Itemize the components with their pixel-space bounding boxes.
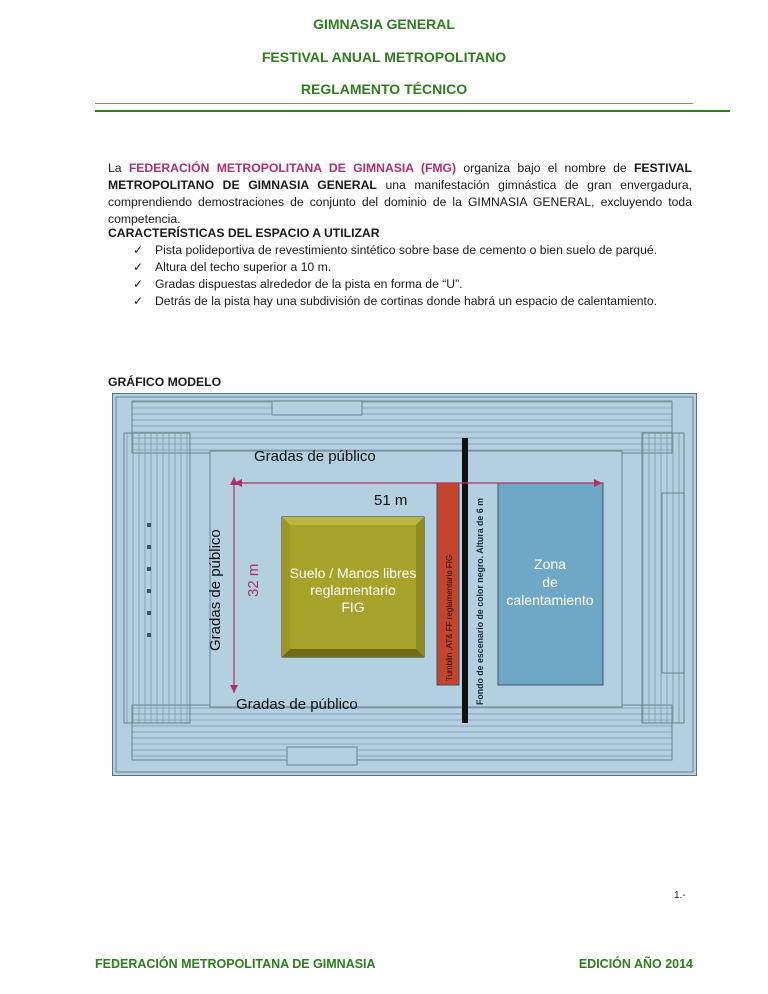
graphic-title: GRÁFICO MODELO: [108, 375, 222, 389]
intro-text-end: una manifestación gimnástica de gran envergadura, comprendiendo demostraciones de conjunto del dominio de la GIMNASIA GENERAL, excluyendo toda competencia.: [108, 178, 692, 227]
footer-edition: EDICIÓN AÑO 2014: [578, 957, 693, 971]
floor-label-line2: reglamentario: [310, 582, 396, 598]
height-label: 32 m: [245, 563, 262, 597]
header-divider-gray: [95, 103, 693, 104]
characteristics-list: [133, 242, 693, 310]
list-item-text: Altura del techo superior a 10 m.: [155, 260, 332, 274]
width-label: 51 m: [374, 492, 408, 509]
list-item-text: Detrás de la pista hay una subdivisión de cortinas donde habrá un espacio de calentamiento.: [155, 294, 658, 308]
stands-right: [642, 433, 684, 723]
black-backdrop: [462, 438, 468, 723]
stands-top-label: Gradas de público: [254, 448, 376, 465]
header-subtitle: REGLAMENTO TÉCNICO: [300, 81, 468, 97]
stands-left-label: Gradas de público: [207, 529, 224, 651]
characteristics-title: CARACTERÍSTICAS DEL ESPACIO A UTILIZAR: [108, 226, 380, 240]
floor-label-line1: Suelo / Manos libres: [289, 565, 417, 581]
backdrop-label: Fondo de escenario de color negro. Altura de 6 m: [475, 498, 485, 705]
check-icon: ✓: [133, 243, 144, 257]
list-item-text: Gradas dispuestas alrededor de la pista en forma de “U”.: [155, 277, 463, 291]
check-icon: ✓: [133, 277, 144, 291]
footer-organization: FEDERACIÓN METROPOLITANA DE GIMNASIA: [95, 957, 376, 971]
stands-bottom: [132, 705, 672, 760]
warmup-label-line2: de: [542, 574, 558, 590]
list-item: [133, 276, 693, 293]
floor-plan: [112, 393, 697, 776]
header-title: GIMNASIA GENERAL: [313, 16, 455, 32]
intro-festival-name: FESTIVAL METROPOLITANO DE GIMNASIA GENERAL: [108, 161, 692, 193]
check-icon: ✓: [133, 294, 144, 308]
intro-paragraph: [108, 160, 692, 228]
list-item: [133, 259, 693, 276]
list-item: [133, 293, 693, 310]
tumbling-label: Tumblin ,AT& FF reglamentario FIG: [445, 554, 454, 681]
list-item-text: Pista polideportiva de revestimiento sintético sobre base de cemento o bien suelo de parqué.: [155, 243, 658, 257]
header-divider-green: [95, 110, 730, 112]
stands-top: [132, 401, 672, 453]
stands-bottom-label: Gradas de público: [236, 696, 358, 713]
warmup-label-line3: calentamiento: [506, 592, 594, 608]
page-number: 1.-: [674, 890, 686, 901]
intro-org-name: FEDERACIÓN METROPOLITANA DE GIMNASIA (FMG): [128, 161, 457, 176]
intro-text-mid: organiza bajo el nombre de: [456, 161, 634, 176]
list-item: [133, 242, 693, 259]
check-icon: ✓: [133, 260, 144, 274]
intro-text-start: La: [108, 161, 129, 176]
header-festival: FESTIVAL ANUAL METROPOLITANO: [261, 49, 507, 65]
warmup-label-line1: Zona: [534, 556, 566, 572]
stands-left: [124, 433, 190, 723]
floor-label-line3: FIG: [341, 599, 365, 615]
